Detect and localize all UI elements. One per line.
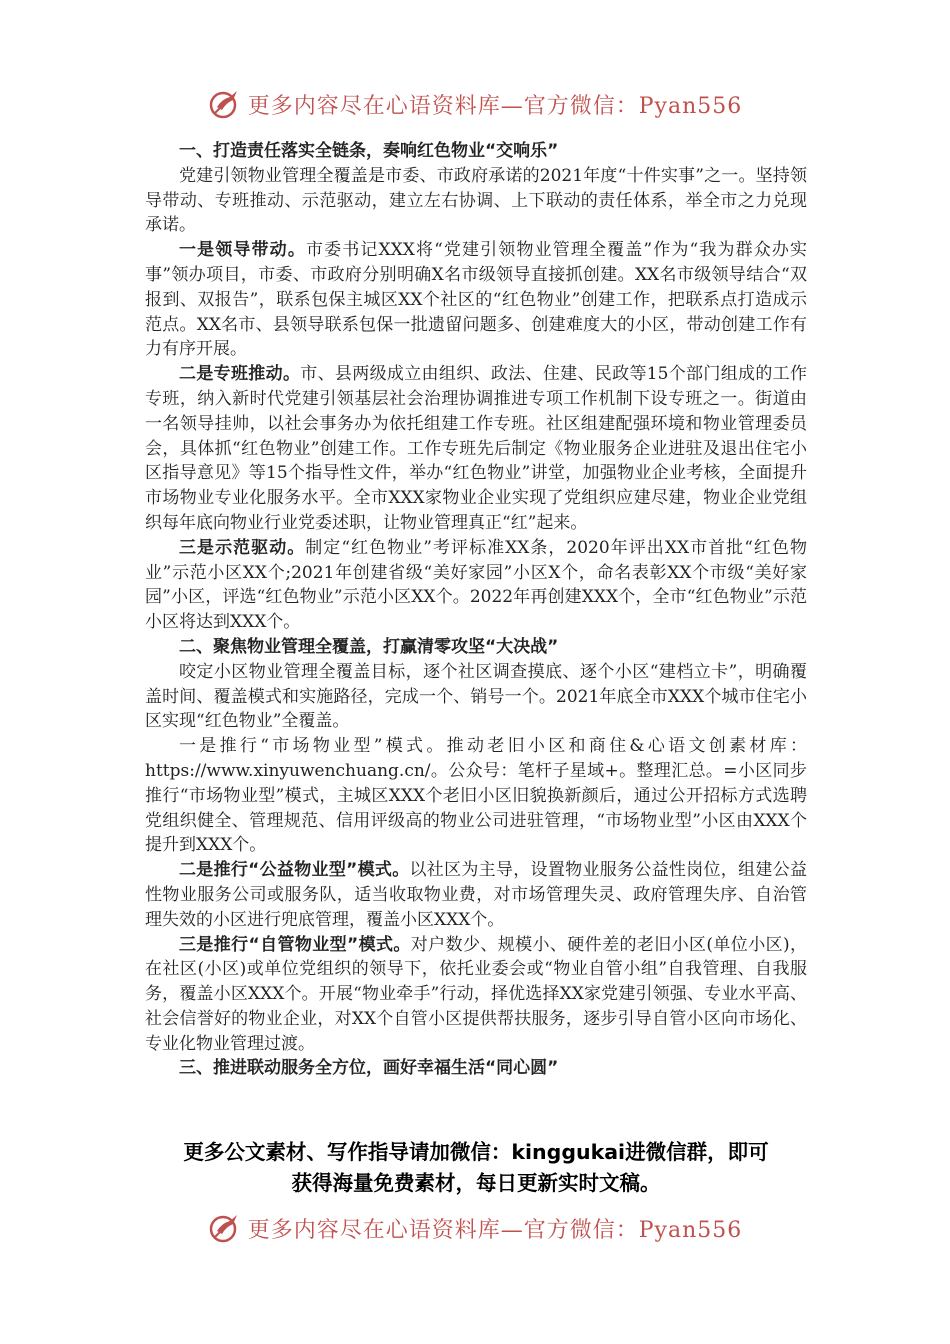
paragraph-body: 市委书记XXX将“党建引领物业管理全覆盖”作为“我为群众办实事”领办项目，市委、市政府分别明确X名市级领导直接抓创建。XX名市级领导结合“双报到、双报告”，联系包保主城区XX个社区的“红色物业”创建工作，把联系点打造成示范点。XX名市、县领导联系包保一批遗留问题多、创建难度大的小区，带动创建工作有力有序开展。 [145,240,807,360]
paragraph-lead: 一是领导带动。 [179,240,306,261]
banner-text: 更多内容尽在心语资料库—官方微信：Pyan556 [247,1217,743,1243]
paragraph-body: 以社区为主导，设置物业服务公益性岗位，组建公益性物业服务公司或服务队，适当收取物业费，对市场管理失灵、政府管理失序、自治管理失效的小区进行兜底管理，覆盖小区XXX个。 [145,860,807,930]
paragraph [145,536,807,635]
paragraph-lead: 三是示范驱动。 [179,537,306,558]
section-heading-1: 一、打造责任落实全链条，奏响红色物业“交响乐” [179,141,559,161]
promo-line: 更多公文素材、写作指导请加微信：kinggukai进微信群，即可 [183,1140,769,1164]
paragraph [145,362,807,536]
section-heading-2: 二、聚焦物业管理全覆盖，打赢清零攻坚“大决战” [179,636,559,657]
header-banner [0,84,950,124]
paragraph: 咬定小区物业管理全覆盖目标，逐个社区调查摸底、逐个小区“建档立卡”，明确覆盖时间、覆盖模式和实施路径，完成一个、销号一个。2021年底全市XXX个城市住宅小区实现“红色物业”全覆盖。 [145,661,807,732]
paragraph-lead: 二是专班推动。 [179,364,301,385]
paragraph: 一是推行“市场物业型”模式。推动老旧小区和商住&心语文创素材库：https://www.xinyuwenchuang.cn/。公众号：笔杆子星域+。整理汇总。=小区同步推行“市场物业型”模式，主城区XXX个老旧小区旧貌换新颜后，通过公开招标方式选聘党组织健全、管理规范、信用评级高的物业公司进驻管理，“市场物业型”小区由XXX个提升到XXX个。 [145,736,807,856]
promo-line: 获得海量免费素材，每日更新实时文稿。 [291,1171,661,1195]
section-heading-3: 三、推进联动服务全方位，画好幸福生活“同心圆” [179,1058,559,1079]
article-body [145,139,807,1081]
paragraph [145,238,807,362]
paragraph-body: 制定“红色物业”考评标准XX条，2020年评出XX市首批“红色物业”示范小区XX个;2021年创建省级“美好家园”小区X个，命名表彰XX个市级“美好家园”小区，评选“红色物业”示范小区XX个。2022年再创建XXX个，全市“红色物业”示范小区将达到XXX个。 [145,537,807,633]
brand-logo-icon [208,1211,242,1245]
paragraph: 党建引领物业管理全覆盖是市委、市政府承诺的2021年度“十件实事”之一。坚持领导带动、专班推动、示范驱动，建立左右协调、上下联动的责任体系，举全市之力兑现承诺。 [145,165,807,236]
paragraph-body: 对户数少、规模小、硬件差的老旧小区(单位小区)，在社区(小区)或单位党组织的领导下，依托业委会或“物业自管小组”自我管理、自我服务，覆盖小区XXX个。开展“物业牵手”行动，择优选择XX家党建引领强、专业水平高、社会信誉好的物业企业，对XX个自管小区提供帮扶服务，逐步引导自管小区向市场化、专业化物业管理过渡。 [145,934,807,1054]
footer-banner [0,1208,950,1248]
paragraph-lead: 二是推行“公益物业型”模式。 [179,860,410,881]
paragraph-lead: 三是推行“自管物业型”模式。 [179,934,411,955]
brand-logo-icon [208,87,242,121]
promo-notice [145,1137,807,1199]
banner-text: 更多内容尽在心语资料库—官方微信：Pyan556 [247,93,743,119]
paragraph [145,858,807,932]
paragraph-body: 市、县两级成立由组织、政法、住建、民政等15个部门组成的工作专班，纳入新时代党建引领基层社会治理协调推进专项工作机制下设专班之一。街道由一名领导挂帅，以社会事务办为依托组建工作专班。社区组建配强环境和物业管理委员会，具体抓“红色物业”创建工作。工作专班先后制定《物业服务企业进驻及退出住宅小区指导意见》等15个指导性文件，举办“红色物业”讲堂，加强物业企业考核，全面提升市场物业专业化服务水平。全市XXX家物业企业实现了党组织应建尽建，物业企业党组织每年底向物业行业党委述职，让物业管理真正“红”起来。 [145,364,807,533]
paragraph [145,933,807,1057]
